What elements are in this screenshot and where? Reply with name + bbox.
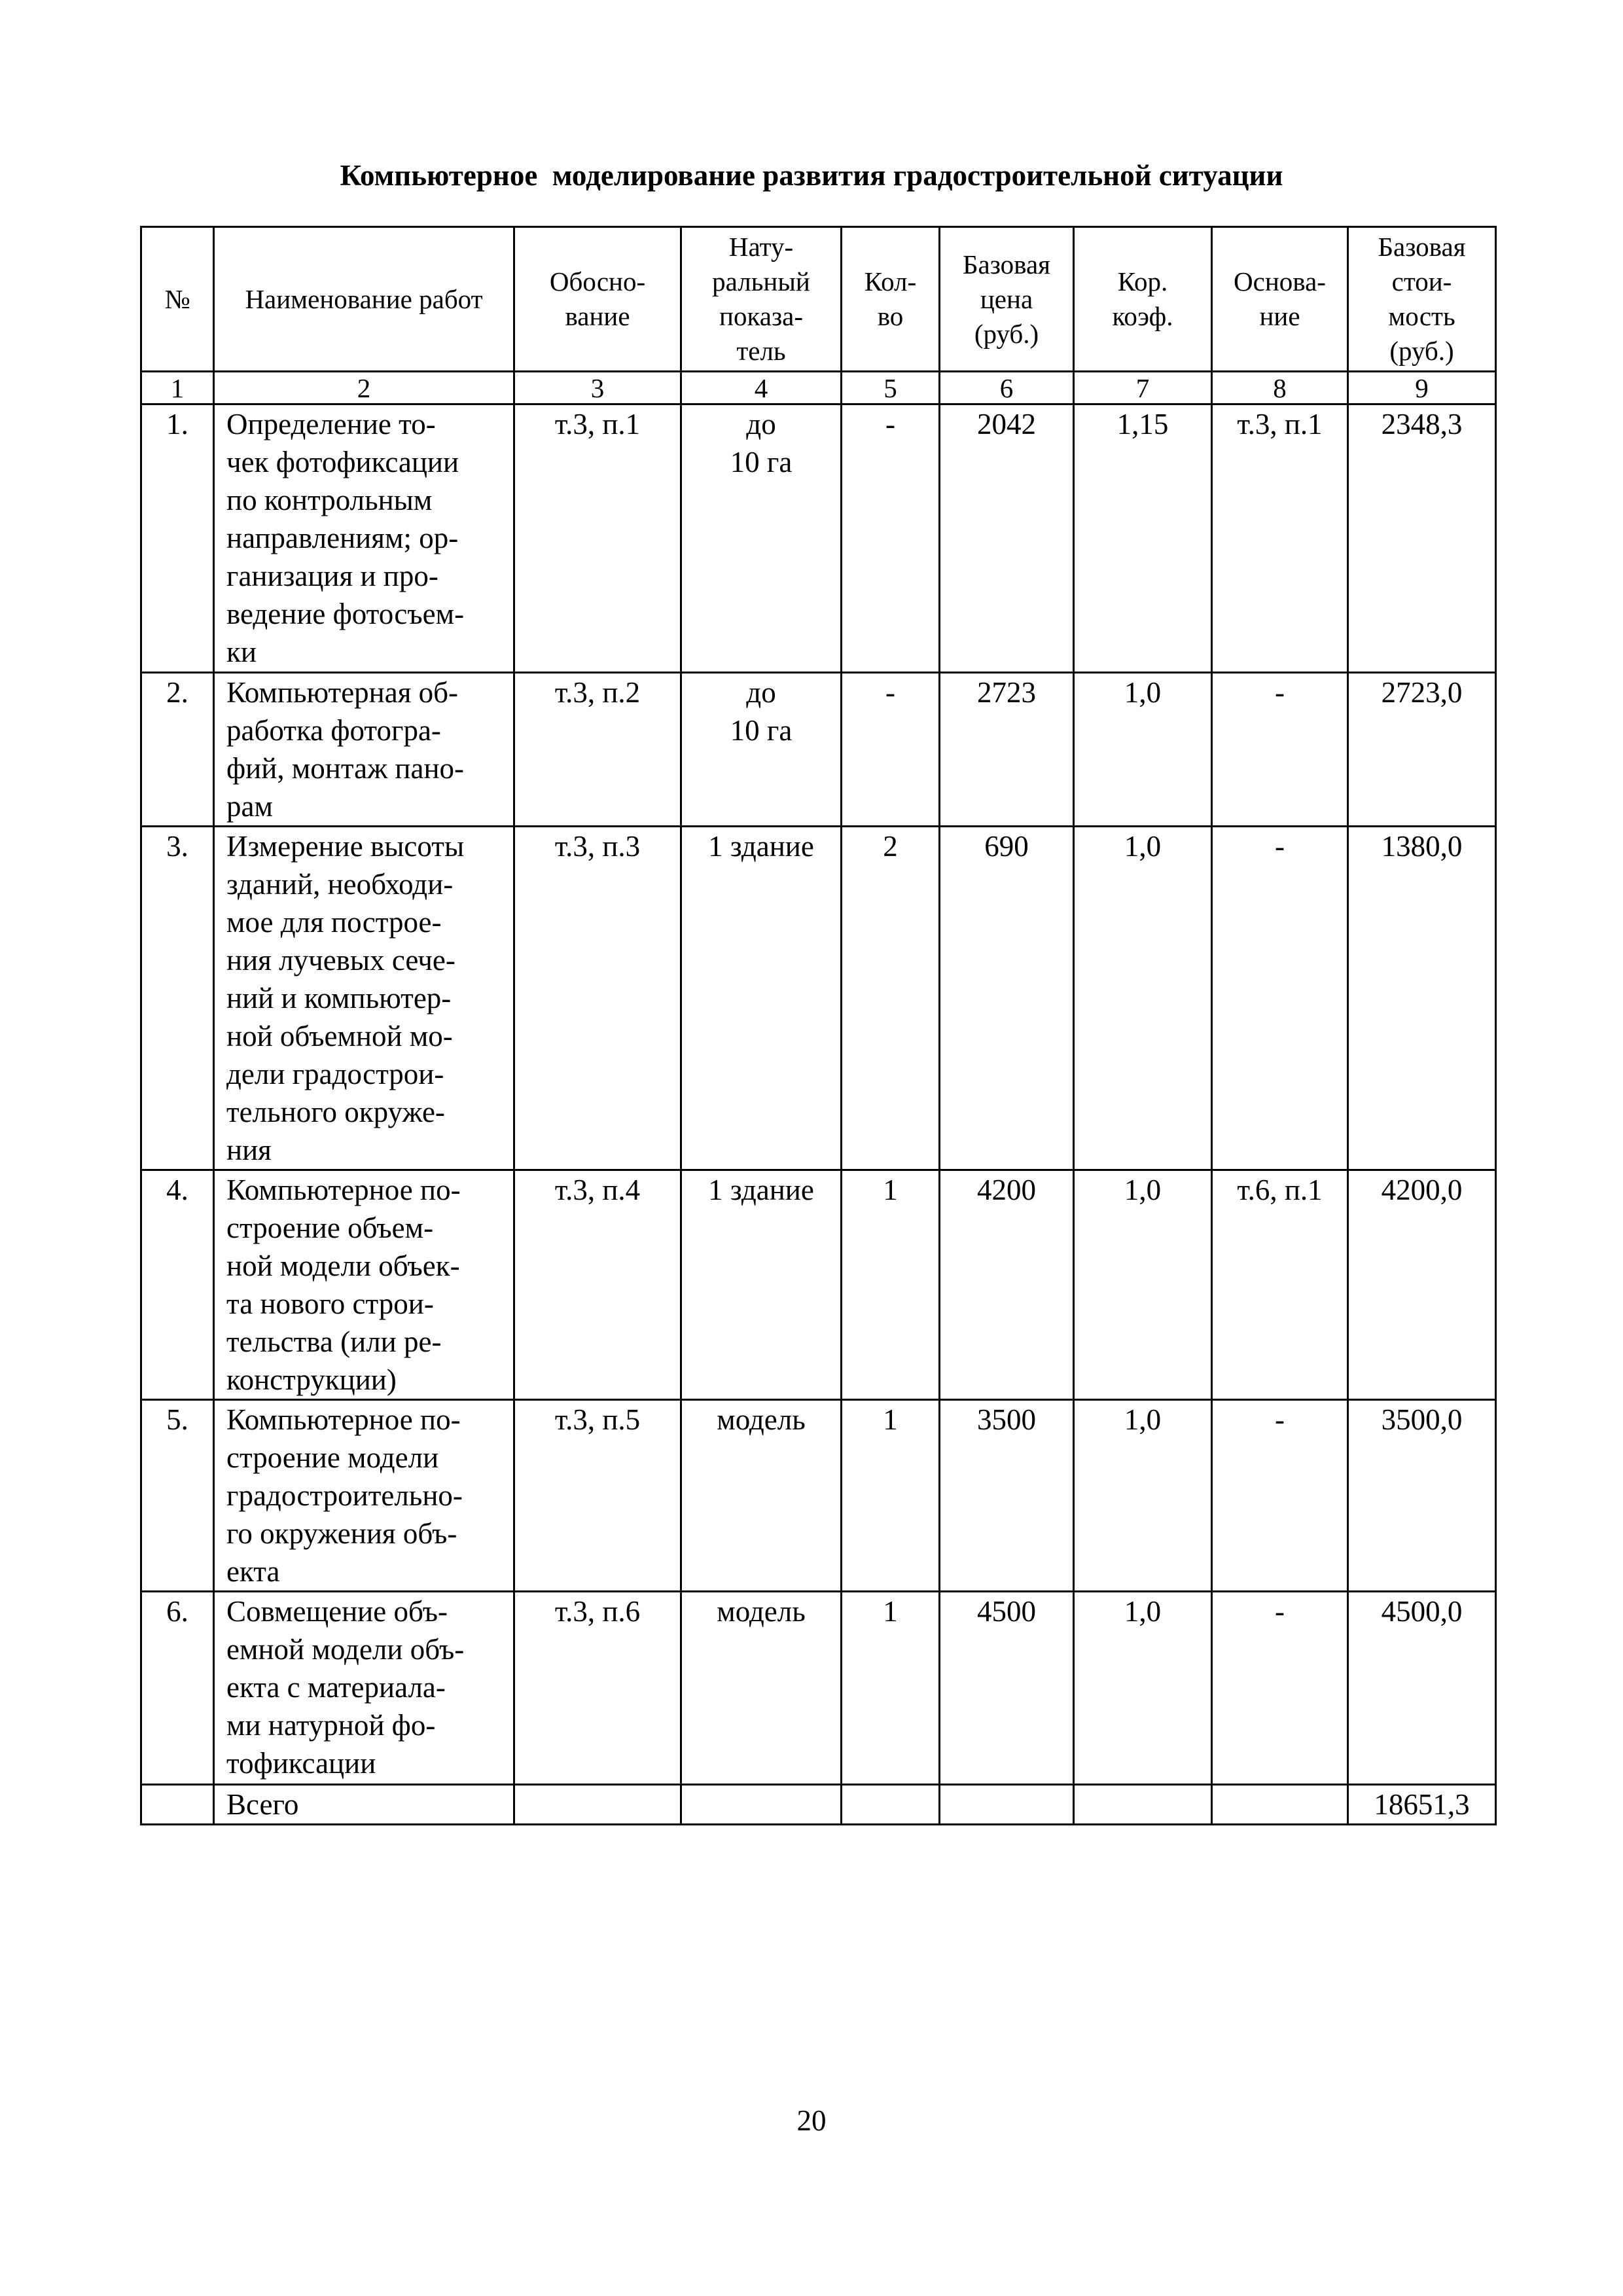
- work-name: Компьютерное по- строение модели градостроительно- го окружения объ- екта: [214, 1400, 514, 1592]
- column-number-cell: 9: [1348, 372, 1496, 404]
- ground-cell: -: [1212, 827, 1348, 1170]
- page-number: 20: [796, 2104, 827, 2137]
- row-number: 6.: [141, 1592, 214, 1785]
- work-name: Измерение высоты зданий, необходи- мое для построе- ния лучевых сече- ний и компьютер- ной объемной мо- дели градострои- тельного окруже- ния: [214, 827, 514, 1170]
- coefficient-cell: 1,0: [1074, 1592, 1212, 1785]
- header-cell-base-cost: Базовая стои- мость (руб.): [1348, 227, 1496, 372]
- basis-cell: т.3, п.5: [514, 1400, 681, 1592]
- column-number-cell: 8: [1212, 372, 1348, 404]
- header-cell-coef: Кор. коэф.: [1074, 227, 1212, 372]
- quantity-cell: 1: [842, 1170, 940, 1400]
- basis-cell: т.3, п.6: [514, 1592, 681, 1785]
- ground-cell: -: [1212, 1400, 1348, 1592]
- quantity-cell: 1: [842, 1592, 940, 1785]
- base-cost-cell: 3500,0: [1348, 1400, 1496, 1592]
- base-cost-cell: 4200,0: [1348, 1170, 1496, 1400]
- column-number-row: [141, 372, 1496, 404]
- cost-table: [140, 226, 1497, 1825]
- total-empty-cell: [514, 1785, 681, 1825]
- row-number: 4.: [141, 1170, 214, 1400]
- ground-cell: т.3, п.1: [1212, 404, 1348, 673]
- table-row: [141, 827, 1496, 1170]
- natural-indicator-cell: модель: [681, 1592, 842, 1785]
- quantity-cell: 1: [842, 1400, 940, 1592]
- total-empty-cell: [842, 1785, 940, 1825]
- coefficient-cell: 1,0: [1074, 827, 1212, 1170]
- basis-cell: т.3, п.1: [514, 404, 681, 673]
- base-cost-cell: 4500,0: [1348, 1592, 1496, 1785]
- base-price-cell: 3500: [940, 1400, 1074, 1592]
- basis-cell: т.3, п.4: [514, 1170, 681, 1400]
- base-price-cell: 2042: [940, 404, 1074, 673]
- page-title: Компьютерное моделирование развития градостроительной ситуации: [340, 159, 1283, 192]
- base-price-cell: 690: [940, 827, 1074, 1170]
- work-name: Определение то- чек фотофиксации по контрольным направлениям; ор- ганизация и про- ведение фотосъем- ки: [214, 404, 514, 673]
- coefficient-cell: 1,0: [1074, 1170, 1212, 1400]
- column-number-cell: 5: [842, 372, 940, 404]
- basis-cell: т.3, п.2: [514, 673, 681, 827]
- total-empty-cell: [1212, 1785, 1348, 1825]
- natural-indicator-cell: 1 здание: [681, 1170, 842, 1400]
- coefficient-cell: 1,0: [1074, 1400, 1212, 1592]
- ground-cell: т.6, п.1: [1212, 1170, 1348, 1400]
- header-cell-ground: Основа- ние: [1212, 227, 1348, 372]
- coefficient-cell: 1,0: [1074, 673, 1212, 827]
- row-number: 3.: [141, 827, 214, 1170]
- base-price-cell: 4200: [940, 1170, 1074, 1400]
- header-cell-name: Наименование работ: [214, 227, 514, 372]
- base-price-cell: 4500: [940, 1592, 1074, 1785]
- total-row: [141, 1785, 1496, 1825]
- row-number: 1.: [141, 404, 214, 673]
- table-row: [141, 404, 1496, 673]
- total-empty-cell: [1074, 1785, 1212, 1825]
- table-row: [141, 1170, 1496, 1400]
- table-row: [141, 1592, 1496, 1785]
- total-label: Всего: [214, 1785, 514, 1825]
- natural-indicator-cell: до 10 га: [681, 404, 842, 673]
- quantity-cell: -: [842, 404, 940, 673]
- base-cost-cell: 2723,0: [1348, 673, 1496, 827]
- row-number: 5.: [141, 1400, 214, 1592]
- base-price-cell: 2723: [940, 673, 1074, 827]
- total-value: 18651,3: [1348, 1785, 1496, 1825]
- column-number-cell: 4: [681, 372, 842, 404]
- work-name: Компьютерное по- строение объем- ной модели объек- та нового строи- тельства (или ре- конструкции): [214, 1170, 514, 1400]
- natural-indicator-cell: до 10 га: [681, 673, 842, 827]
- quantity-cell: 2: [842, 827, 940, 1170]
- base-cost-cell: 1380,0: [1348, 827, 1496, 1170]
- work-name: Совмещение объ- емной модели объ- екта с материала- ми натурной фо- тофиксации: [214, 1592, 514, 1785]
- column-number-cell: 7: [1074, 372, 1212, 404]
- header-cell-qty: Кол- во: [842, 227, 940, 372]
- ground-cell: -: [1212, 1592, 1348, 1785]
- row-number: 2.: [141, 673, 214, 827]
- coefficient-cell: 1,15: [1074, 404, 1212, 673]
- header-cell-natural: Нату- ральный показа- тель: [681, 227, 842, 372]
- table-header-row: [141, 227, 1496, 372]
- basis-cell: т.3, п.3: [514, 827, 681, 1170]
- total-empty-cell: [681, 1785, 842, 1825]
- header-cell-basis: Обосно- вание: [514, 227, 681, 372]
- column-number-cell: 6: [940, 372, 1074, 404]
- quantity-cell: -: [842, 673, 940, 827]
- column-number-cell: 1: [141, 372, 214, 404]
- work-name: Компьютерная об- работка фотогра- фий, монтаж пано- рам: [214, 673, 514, 827]
- header-cell-base-price: Базовая цена (руб.): [940, 227, 1074, 372]
- table-row: [141, 673, 1496, 827]
- column-number-cell: 3: [514, 372, 681, 404]
- natural-indicator-cell: модель: [681, 1400, 842, 1592]
- ground-cell: -: [1212, 673, 1348, 827]
- table-row: [141, 1400, 1496, 1592]
- total-empty-cell: [141, 1785, 214, 1825]
- base-cost-cell: 2348,3: [1348, 404, 1496, 673]
- column-number-cell: 2: [214, 372, 514, 404]
- natural-indicator-cell: 1 здание: [681, 827, 842, 1170]
- total-empty-cell: [940, 1785, 1074, 1825]
- header-cell-number: №: [141, 227, 214, 372]
